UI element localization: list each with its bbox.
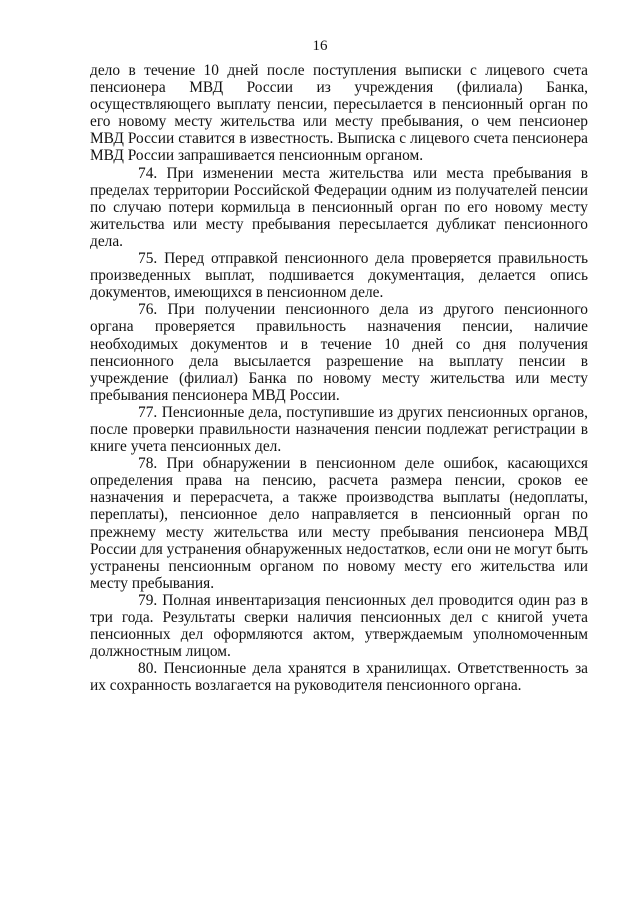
paragraph-text: При обнаружении в пенсионном деле ошибок, касающихся определения права на пенсию, расчета размера пенсии, сроков ее назначения и перерасчета, а также производства выплаты (недоплаты, переплаты), пенсионное дело направляется в пенсионный орган по прежнему месту жительства или месту пребывания пенсионера МВД России для устранения обнаруженных недостатков, если они не могут быть устранены пенсионным органом по новому месту его жительства или месту пребывания. xyxy=(90,455,589,592)
paragraph-number: 80. xyxy=(138,660,158,678)
paragraph-75 xyxy=(90,250,588,301)
paragraph-79 xyxy=(90,592,588,660)
paragraph-text: При изменении места жительства или места пребывания в пределах территории Российской Федерации одним из получателей пенсии по случаю потери кормильца в пенсионный орган по его новому месту жительства или месту пребывания пересылается дубликат пенсионного дела. xyxy=(90,164,588,250)
paragraph-number: 77. xyxy=(138,403,158,421)
paragraph-text: Пенсионные дела, поступившие из других пенсионных органов, после проверки правильности назначения пенсии подлежат регистрации в книге учета пенсионных дел. xyxy=(90,403,588,456)
paragraph-text: Пенсионные дела хранятся в хранилищах. Ответственность за их сохранность возлагается на руководителя пенсионного органа. xyxy=(90,660,588,695)
paragraph-number: 74. xyxy=(138,164,158,182)
paragraph-77 xyxy=(90,404,588,455)
paragraph-number: 78. xyxy=(138,455,158,473)
paragraph-number: 76. xyxy=(138,301,158,319)
page-number: 16 xyxy=(312,38,328,54)
paragraph-text: Перед отправкой пенсионного дела проверяется правильность произведенных выплат, подшивается документация, делается опись документов, имеющихся в пенсионном деле. xyxy=(90,250,588,302)
document-body xyxy=(90,62,588,694)
paragraph-80 xyxy=(90,660,588,694)
paragraph-text: При получении пенсионного дела из другого пенсионного органа проверяется правильность назначения пенсии, наличие необходимых документов и в течение 10 дней со дня получения пенсионного дела высылается разрешение на выплату пенсии в учреждение (филиал) Банка по новому месту жительства или месту пребывания пенсионера МВД России. xyxy=(90,301,588,404)
paragraph-text: дело в течение 10 дней после поступления выписки с лицевого счета пенсионера МВД России из учреждения (филиала) Банка, осуществляющего выплату пенсии, пересылается в пенсионный орган по его новому месту жительства или месту пребывания, о чем пенсионер МВД России ставится в известность. Выписка с лицевого счета пенсионера МВД России запрашивается пенсионным органом. xyxy=(90,62,588,165)
paragraph-text: Полная инвентаризация пенсионных дел проводится один раз в три года. Результаты сверки наличия пенсионных дел с книгой учета пенсионных дел оформляются актом, утверждаемым уполномоченным должностным лицом. xyxy=(90,591,588,661)
paragraph-74 xyxy=(90,165,588,250)
paragraph-number: 79. xyxy=(138,591,158,609)
paragraph-number: 75. xyxy=(138,250,158,268)
paragraph-continuation xyxy=(90,62,588,165)
paragraph-78 xyxy=(90,455,588,592)
paragraph-76 xyxy=(90,301,588,404)
